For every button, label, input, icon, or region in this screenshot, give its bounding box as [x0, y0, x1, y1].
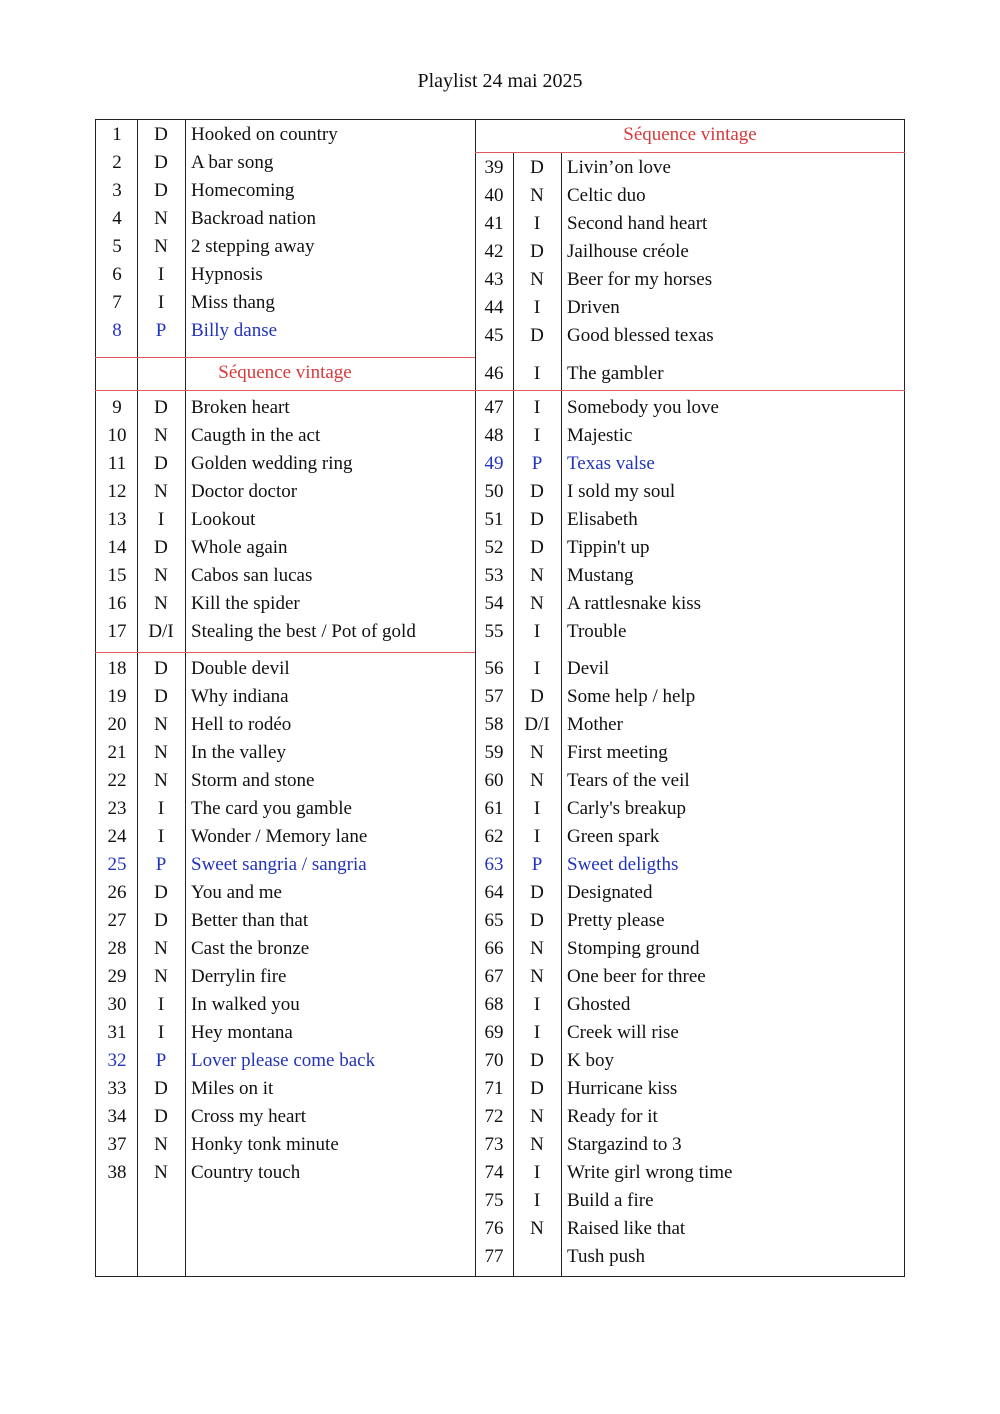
- dance-level: N: [154, 236, 168, 257]
- playlist-row: [0, 1104, 1000, 1130]
- dance-level: I: [533, 826, 541, 847]
- playlist-row: [0, 796, 1000, 822]
- playlist-row: [0, 451, 1000, 477]
- track-number: 68: [484, 994, 504, 1015]
- track-number: 52: [484, 537, 504, 558]
- dance-level: I: [157, 509, 165, 530]
- dance-level: I: [533, 397, 541, 418]
- playlist-row: [0, 211, 1000, 237]
- playlist-row: [0, 535, 1000, 561]
- dance-level: N: [530, 1218, 544, 1239]
- song-title: Honky tonk minute: [191, 1134, 339, 1155]
- dance-level: N: [154, 714, 168, 735]
- track-number: 25: [107, 854, 127, 875]
- playlist-row: [0, 239, 1000, 265]
- dance-level: N: [530, 966, 544, 987]
- playlist-row: [0, 323, 1000, 349]
- track-number: 69: [484, 1022, 504, 1043]
- track-number: 5: [112, 236, 122, 257]
- track-number: 11: [107, 453, 127, 474]
- track-number: 1: [112, 124, 122, 145]
- song-title: Whole again: [191, 537, 288, 558]
- sequence-header: Séquence vintage: [218, 362, 352, 383]
- playlist-row: [0, 768, 1000, 794]
- song-title: Better than that: [191, 910, 309, 931]
- playlist-row: [0, 824, 1000, 850]
- song-title: Somebody you love: [567, 397, 719, 418]
- track-number: 62: [484, 826, 504, 847]
- dance-level: N: [530, 742, 544, 763]
- song-title: Trouble: [567, 621, 627, 642]
- dance-level: D: [154, 397, 168, 418]
- playlist-row: [0, 1244, 1000, 1270]
- playlist-row: [0, 964, 1000, 990]
- song-title: Why indiana: [191, 686, 289, 707]
- song-title: Pretty please: [567, 910, 665, 931]
- song-title: Double devil: [191, 658, 290, 679]
- song-title: Hurricane kiss: [567, 1078, 678, 1099]
- track-number: 26: [107, 882, 127, 903]
- track-number: 72: [484, 1106, 504, 1127]
- dance-level: N: [154, 938, 168, 959]
- song-title: One beer for three: [567, 966, 706, 987]
- dance-level: N: [154, 565, 168, 586]
- song-title: Miss thang: [191, 292, 275, 313]
- dance-level: N: [530, 269, 544, 290]
- song-title: The gambler: [567, 363, 664, 384]
- track-number: 67: [484, 966, 504, 987]
- track-number: 41: [484, 213, 504, 234]
- song-title: Lover please come back: [191, 1050, 376, 1071]
- page-title: Playlist 24 mai 2025: [417, 70, 583, 92]
- song-title: Billy danse: [191, 320, 278, 341]
- song-title: Hypnosis: [191, 264, 263, 285]
- song-title: Majestic: [567, 425, 633, 446]
- song-title: Stargazind to 3: [567, 1134, 682, 1155]
- song-title: Write girl wrong time: [567, 1162, 733, 1183]
- song-title: Broken heart: [191, 397, 290, 418]
- track-number: 37: [107, 1134, 127, 1155]
- dance-level: I: [533, 1022, 541, 1043]
- playlist-row: [0, 619, 1000, 645]
- track-number: 58: [484, 714, 504, 735]
- track-number: 29: [107, 966, 127, 987]
- track-number: 53: [484, 565, 504, 586]
- dance-level: I: [157, 292, 165, 313]
- song-title: Golden wedding ring: [191, 453, 353, 474]
- playlist-row: [0, 936, 1000, 962]
- song-title: Driven: [567, 297, 620, 318]
- dance-level: I: [533, 1162, 541, 1183]
- track-number: 38: [107, 1162, 127, 1183]
- song-title: In the valley: [191, 742, 286, 763]
- dance-level: I: [533, 297, 541, 318]
- dance-level: N: [154, 425, 168, 446]
- track-number: 77: [484, 1246, 504, 1267]
- dance-level: D/I: [148, 621, 174, 642]
- song-title: Hey montana: [191, 1022, 293, 1043]
- song-title: Tush push: [567, 1246, 645, 1267]
- song-title: Livin’on love: [567, 157, 671, 178]
- playlist-row: [0, 361, 1000, 387]
- track-number: 8: [112, 320, 122, 341]
- song-title: Hooked on country: [191, 124, 338, 145]
- dance-level: I: [533, 621, 541, 642]
- track-number: 27: [107, 910, 127, 931]
- track-number: 2: [112, 152, 122, 173]
- dance-level: D: [154, 453, 168, 474]
- track-number: 49: [484, 453, 504, 474]
- dance-level: D: [530, 1078, 544, 1099]
- playlist-row: [0, 1160, 1000, 1186]
- playlist-row: [0, 507, 1000, 533]
- playlist-row: [0, 740, 1000, 766]
- dance-level: N: [530, 770, 544, 791]
- song-title: Kill the spider: [191, 593, 300, 614]
- song-title: Green spark: [567, 826, 660, 847]
- track-number: 43: [484, 269, 504, 290]
- track-number: 15: [107, 565, 127, 586]
- song-title: Derrylin fire: [191, 966, 287, 987]
- playlist-row: [0, 183, 1000, 209]
- track-number: 71: [484, 1078, 504, 1099]
- playlist-row: [0, 656, 1000, 682]
- dance-level: N: [154, 742, 168, 763]
- song-title: You and me: [191, 882, 282, 903]
- dance-level: N: [154, 481, 168, 502]
- song-title: K boy: [567, 1050, 614, 1071]
- playlist-row: [0, 295, 1000, 321]
- playlist-row: [0, 992, 1000, 1018]
- song-title: A bar song: [191, 152, 274, 173]
- row-divider: [95, 390, 475, 391]
- track-number: 9: [112, 397, 122, 418]
- song-title: Elisabeth: [567, 509, 638, 530]
- track-number: 23: [107, 798, 127, 819]
- dance-level: D: [154, 882, 168, 903]
- track-number: 40: [484, 185, 504, 206]
- song-title: Celtic duo: [567, 185, 646, 206]
- track-number: 66: [484, 938, 504, 959]
- song-title: Lookout: [191, 509, 256, 530]
- dance-level: D: [530, 882, 544, 903]
- playlist-row: [0, 1048, 1000, 1074]
- dance-level: P: [531, 453, 543, 474]
- dance-level: N: [530, 1106, 544, 1127]
- row-divider: [475, 390, 905, 391]
- dance-level: D: [530, 325, 544, 346]
- playlist-row: [0, 1188, 1000, 1214]
- playlist-row: [0, 155, 1000, 181]
- sequence-header: Séquence vintage: [623, 124, 757, 145]
- song-title: In walked you: [191, 994, 300, 1015]
- dance-level: I: [533, 213, 541, 234]
- playlist-row: [0, 563, 1000, 589]
- dance-level: D: [530, 910, 544, 931]
- dance-level: I: [533, 658, 541, 679]
- track-number: 70: [484, 1050, 504, 1071]
- song-title: Tears of the veil: [567, 770, 690, 791]
- track-number: 75: [484, 1190, 504, 1211]
- song-title: Cross my heart: [191, 1106, 307, 1127]
- playlist-row: [0, 684, 1000, 710]
- song-title: Carly's breakup: [567, 798, 686, 819]
- song-title: Caugth in the act: [191, 425, 321, 446]
- track-number: 10: [107, 425, 127, 446]
- song-title: Build a fire: [567, 1190, 654, 1211]
- dance-level: I: [533, 798, 541, 819]
- track-number: 3: [112, 180, 122, 201]
- dance-level: D: [154, 152, 168, 173]
- track-number: 42: [484, 241, 504, 262]
- track-number: 4: [112, 208, 122, 229]
- playlist-row: [0, 880, 1000, 906]
- row-divider: [95, 357, 475, 358]
- dance-level: N: [154, 208, 168, 229]
- song-title: Creek will rise: [567, 1022, 679, 1043]
- dance-level: I: [533, 363, 541, 384]
- playlist-row: [0, 1076, 1000, 1102]
- dance-level: P: [155, 320, 167, 341]
- dance-level: D: [154, 686, 168, 707]
- song-title: Backroad nation: [191, 208, 317, 229]
- track-number: 12: [107, 481, 127, 502]
- song-title: Good blessed texas: [567, 325, 714, 346]
- track-number: 46: [484, 363, 504, 384]
- track-number: 60: [484, 770, 504, 791]
- dance-level: P: [155, 854, 167, 875]
- track-number: 20: [107, 714, 127, 735]
- dance-level: D: [154, 1106, 168, 1127]
- song-title: Wonder / Memory lane: [191, 826, 368, 847]
- track-number: 57: [484, 686, 504, 707]
- track-number: 21: [107, 742, 127, 763]
- dance-level: I: [157, 994, 165, 1015]
- dance-level: N: [530, 565, 544, 586]
- track-number: 44: [484, 297, 504, 318]
- dance-level: I: [157, 798, 165, 819]
- track-number: 45: [484, 325, 504, 346]
- song-title: Second hand heart: [567, 213, 708, 234]
- track-number: 51: [484, 509, 504, 530]
- track-number: 73: [484, 1134, 504, 1155]
- song-title: Cabos san lucas: [191, 565, 313, 586]
- track-number: 19: [107, 686, 127, 707]
- playlist-row: [0, 1216, 1000, 1242]
- dance-level: D: [530, 686, 544, 707]
- song-title: First meeting: [567, 742, 668, 763]
- track-number: 16: [107, 593, 127, 614]
- dance-level: D: [154, 1078, 168, 1099]
- playlist-row: [0, 267, 1000, 293]
- dance-level: I: [157, 1022, 165, 1043]
- song-title: Stomping ground: [567, 938, 700, 959]
- track-number: 14: [107, 537, 127, 558]
- track-number: 56: [484, 658, 504, 679]
- dance-level: N: [530, 185, 544, 206]
- dance-level: I: [533, 994, 541, 1015]
- dance-level: N: [530, 593, 544, 614]
- song-title: Cast the bronze: [191, 938, 310, 959]
- song-title: Hell to rodéo: [191, 714, 292, 735]
- song-title: A rattlesnake kiss: [567, 593, 702, 614]
- track-number: 34: [107, 1106, 127, 1127]
- dance-level: D: [154, 910, 168, 931]
- song-title: Sweet deligths: [567, 854, 679, 875]
- track-number: 6: [112, 264, 122, 285]
- dance-level: N: [154, 966, 168, 987]
- track-number: 17: [107, 621, 127, 642]
- track-number: 32: [107, 1050, 127, 1071]
- song-title: Raised like that: [567, 1218, 686, 1239]
- dance-level: D: [154, 658, 168, 679]
- song-title: The card you gamble: [191, 798, 352, 819]
- row-divider: [95, 652, 475, 653]
- playlist-row: [0, 1020, 1000, 1046]
- dance-level: I: [157, 264, 165, 285]
- dance-level: D: [154, 124, 168, 145]
- dance-level: I: [157, 826, 165, 847]
- track-number: 64: [484, 882, 504, 903]
- song-title: Homecoming: [191, 180, 295, 201]
- song-title: Country touch: [191, 1162, 301, 1183]
- track-number: 28: [107, 938, 127, 959]
- track-number: 50: [484, 481, 504, 502]
- song-title: Jailhouse créole: [567, 241, 689, 262]
- track-number: 76: [484, 1218, 504, 1239]
- song-title: Sweet sangria / sangria: [191, 854, 367, 875]
- dance-level: D/I: [524, 714, 550, 735]
- track-number: 61: [484, 798, 504, 819]
- track-number: 54: [484, 593, 504, 614]
- track-number: 13: [107, 509, 127, 530]
- song-title: Stealing the best / Pot of gold: [191, 621, 416, 642]
- playlist-row: [0, 908, 1000, 934]
- dance-level: I: [533, 425, 541, 446]
- track-number: 31: [107, 1022, 127, 1043]
- dance-level: D: [530, 537, 544, 558]
- dance-level: N: [154, 1162, 168, 1183]
- playlist-row: [0, 122, 1000, 148]
- dance-level: N: [154, 593, 168, 614]
- playlist-row: [0, 1132, 1000, 1158]
- track-number: 47: [484, 397, 504, 418]
- playlist-row: [0, 852, 1000, 878]
- playlist-row: [0, 712, 1000, 738]
- song-title: Storm and stone: [191, 770, 315, 791]
- playlist-row: [0, 423, 1000, 449]
- dance-level: D: [154, 180, 168, 201]
- track-number: 33: [107, 1078, 127, 1099]
- song-title: Devil: [567, 658, 610, 679]
- track-number: 65: [484, 910, 504, 931]
- track-number: 48: [484, 425, 504, 446]
- playlist-row: [0, 591, 1000, 617]
- dance-level: D: [530, 157, 544, 178]
- song-title: I sold my soul: [567, 481, 676, 502]
- track-number: 30: [107, 994, 127, 1015]
- dance-level: D: [530, 1050, 544, 1071]
- song-title: Tippin't up: [567, 537, 650, 558]
- song-title: Designated: [567, 882, 653, 903]
- track-number: 39: [484, 157, 504, 178]
- dance-level: N: [530, 938, 544, 959]
- song-title: Miles on it: [191, 1078, 274, 1099]
- dance-level: D: [154, 537, 168, 558]
- track-number: 55: [484, 621, 504, 642]
- song-title: Ready for it: [567, 1106, 658, 1127]
- song-title: Texas valse: [567, 453, 655, 474]
- track-number: 24: [107, 826, 127, 847]
- dance-level: P: [531, 854, 543, 875]
- song-title: Mustang: [567, 565, 634, 586]
- song-title: Beer for my horses: [567, 269, 713, 290]
- track-number: 63: [484, 854, 504, 875]
- song-title: Doctor doctor: [191, 481, 298, 502]
- dance-level: N: [154, 770, 168, 791]
- song-title: Some help / help: [567, 686, 696, 707]
- track-number: 59: [484, 742, 504, 763]
- track-number: 22: [107, 770, 127, 791]
- dance-level: D: [530, 481, 544, 502]
- playlist-row: [0, 395, 1000, 421]
- dance-level: N: [154, 1134, 168, 1155]
- track-number: 74: [484, 1162, 504, 1183]
- dance-level: D: [530, 241, 544, 262]
- playlist-row: [0, 479, 1000, 505]
- track-number: 7: [112, 292, 122, 313]
- dance-level: P: [155, 1050, 167, 1071]
- dance-level: I: [533, 1190, 541, 1211]
- song-title: 2 stepping away: [191, 236, 315, 257]
- track-number: 18: [107, 658, 127, 679]
- dance-level: N: [530, 1134, 544, 1155]
- dance-level: D: [530, 509, 544, 530]
- song-title: Mother: [567, 714, 623, 735]
- song-title: Ghosted: [567, 994, 631, 1015]
